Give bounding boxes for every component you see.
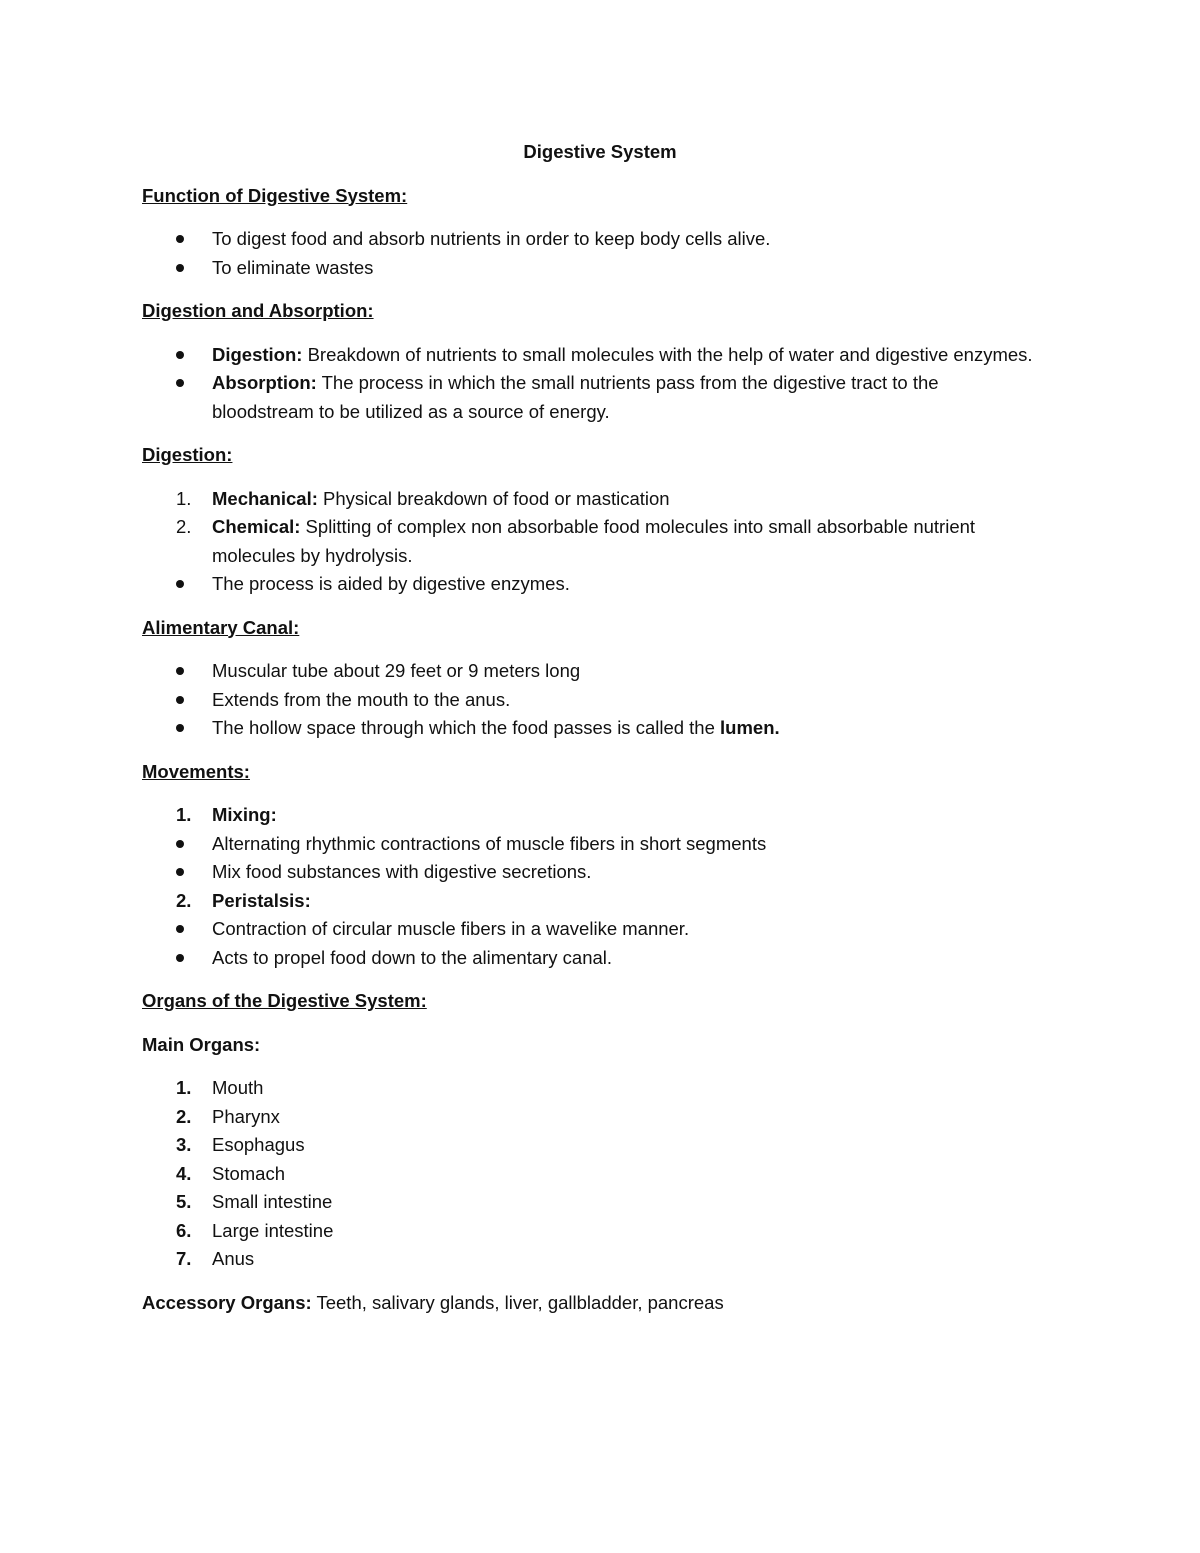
list-item: 2. Pharynx (176, 1105, 280, 1127)
bullet-icon (176, 696, 184, 704)
bullet-icon (176, 580, 184, 588)
list-item: 3. Esophagus (176, 1134, 305, 1155)
accessory-organs-line (142, 1289, 1042, 1318)
accessory-organs-label: Accessory Organs: (142, 1291, 312, 1313)
list-item: The process is aided by digestive enzymes. (142, 570, 1042, 599)
digestion-list (142, 485, 1042, 599)
section-heading-alimentary-canal: Alimentary Canal: (142, 616, 300, 638)
bullet-icon (176, 868, 184, 876)
list-item: 4. Stomach (176, 1162, 286, 1184)
accessory-organs-text: Teeth, salivary glands, liver, gallbladder, pancreas (311, 1291, 724, 1313)
bullet-icon (176, 235, 184, 243)
bullet-icon (176, 264, 184, 272)
document-page (142, 138, 1042, 1332)
section-heading-movements: Movements: (142, 760, 250, 782)
document-title: Digestive System (523, 141, 677, 162)
list-item: Acts to propel food down to the alimentary canal. (142, 944, 1042, 973)
bullet-icon (176, 667, 184, 675)
list-item: Muscular tube about 29 feet or 9 meters long (142, 657, 1042, 686)
list-item: 1. Mixing: (176, 804, 277, 825)
main-organs-list (142, 1074, 1042, 1274)
bullet-icon (176, 724, 184, 732)
section-heading-function: Function of Digestive System: (142, 184, 408, 206)
list-item: 2. Peristalsis: (176, 889, 311, 911)
list-item: 7. Anus (176, 1248, 255, 1269)
section-heading-organs: Organs of the Digestive System: (142, 990, 427, 1011)
bullet-icon (176, 379, 184, 387)
list-item: The hollow space through which the food passes is called the lumen. (142, 714, 1042, 743)
alimentary-list (142, 657, 1042, 743)
bullet-icon (176, 954, 184, 962)
digestion-absorption-list (142, 341, 1042, 427)
function-list (142, 225, 1042, 282)
list-item: To digest food and absorb nutrients in order to keep body cells alive. (142, 225, 1042, 254)
section-heading-digestion-absorption: Digestion and Absorption: (142, 300, 374, 321)
bullet-icon (176, 351, 184, 359)
list-item: 2. Chemical: Splitting of complex non absorbable food molecules into small absorbable nutrient molecules by hydrolysis. (176, 516, 976, 566)
list-item: 1. Mechanical: Physical breakdown of food or mastication (176, 487, 670, 509)
bullet-icon (176, 840, 184, 848)
list-item: Mix food substances with digestive secretions. (142, 858, 1042, 887)
list-item: Extends from the mouth to the anus. (142, 686, 1042, 715)
list-item: 1. Mouth (176, 1077, 264, 1098)
main-organs-label: Main Organs: (142, 1033, 261, 1055)
list-item: Alternating rhythmic contractions of muscle fibers in short segments (142, 830, 1042, 859)
movements-list (142, 801, 1042, 972)
list-item: Contraction of circular muscle fibers in a wavelike manner. (142, 915, 1042, 944)
list-item: 5. Small intestine (176, 1191, 333, 1212)
list-item: Absorption: The process in which the small nutrients pass from the digestive tract to the bloodstream to be utilized as a source of energy. (142, 369, 1042, 426)
bullet-icon (176, 925, 184, 933)
list-item: 6. Large intestine (176, 1219, 334, 1241)
list-item: Digestion: Breakdown of nutrients to small molecules with the help of water and digestive enzymes. (142, 341, 1042, 370)
list-item: To eliminate wastes (142, 254, 1042, 283)
section-heading-digestion: Digestion: (142, 444, 233, 465)
